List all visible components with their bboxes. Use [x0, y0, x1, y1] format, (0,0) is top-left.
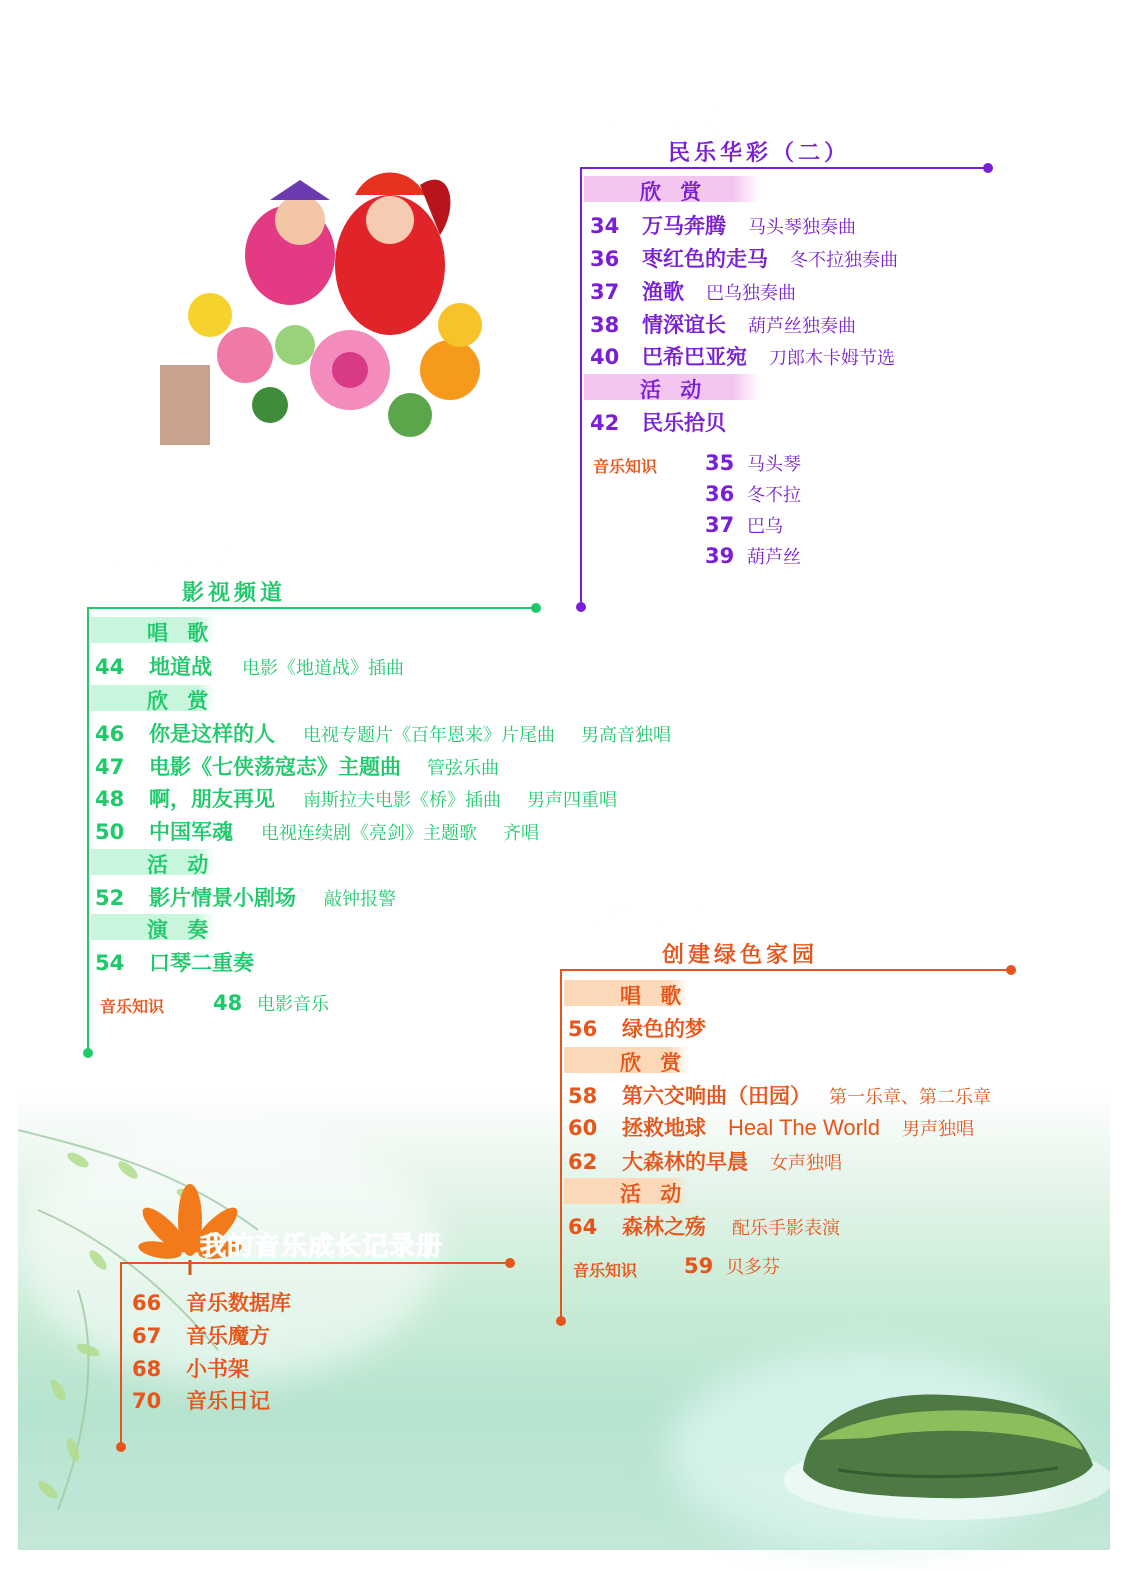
unit5-knowledge-label: 音乐知识	[100, 997, 165, 1016]
mossy-rock-illustration	[778, 1360, 1118, 1540]
unit5-section-label: 欣 赏	[91, 685, 215, 711]
unit6-vertical-line	[560, 969, 562, 1321]
unit5-section-label: 演 奏	[91, 914, 215, 940]
unit6-section-label: 唱 歌	[564, 980, 688, 1006]
unit5-divider-dot	[531, 603, 541, 613]
unit6-divider	[560, 969, 1011, 971]
toc-entry[interactable]: 40 巴希巴亚宛 刀郎木卡姆节选	[590, 345, 895, 369]
unit4-divider	[580, 167, 988, 169]
unit5-vertical-dot	[83, 1048, 93, 1058]
unit6-divider-dot	[1006, 965, 1016, 975]
toc-entry[interactable]: 44 地道战 电影《地道战》插曲	[95, 655, 404, 679]
toc-entry[interactable]: 36 枣红色的走马 冬不拉独奏曲	[590, 247, 898, 271]
toc-entry[interactable]: 48 啊，朋友再见 南斯拉夫电影《桥》插曲 男声四重唱	[95, 787, 617, 811]
unit4-section-label: 活 动	[584, 374, 760, 400]
unit4-section-label: 欣 赏	[584, 176, 760, 202]
unit4-divider-dot	[983, 163, 993, 173]
unit6-section-label: 欣 赏	[564, 1047, 688, 1073]
unit5-section-label: 唱 歌	[91, 617, 215, 643]
toc-entry[interactable]: 67 音乐魔方	[132, 1324, 270, 1348]
unit6-knowledge-label: 音乐知识	[573, 1261, 638, 1280]
unit6-vertical-dot	[556, 1316, 566, 1326]
toc-entry[interactable]: 70 音乐日记	[132, 1389, 270, 1413]
toc-entry[interactable]: 52 影片情景小剧场 敲钟报警	[95, 886, 396, 910]
knowledge-entry[interactable]: 59 贝多芬	[684, 1254, 780, 1278]
unit6-section-label: 活 动	[564, 1178, 688, 1204]
toc-entry[interactable]: 46 你是这样的人 电视专题片《百年恩来》片尾曲 男高音独唱	[95, 722, 671, 746]
toc-entry[interactable]: 68 小书架	[132, 1357, 249, 1381]
record-divider	[120, 1262, 510, 1264]
knowledge-entry[interactable]: 36 冬不拉	[705, 482, 801, 506]
unit6-title: 第六单元	[562, 898, 706, 938]
unit5-title: 第五单元	[88, 536, 232, 576]
toc-entry[interactable]: 47 电影《七侠荡寇志》主题曲 管弦乐曲	[95, 755, 499, 779]
unit5-vertical-line	[87, 607, 89, 1053]
knowledge-entry[interactable]: 39 葫芦丝	[705, 544, 801, 568]
unit4-subtitle: 民乐华彩（二）	[668, 141, 851, 166]
toc-entry[interactable]: 62 大森林的早晨 女声独唱	[568, 1150, 842, 1174]
toc-entry[interactable]: 60 拯救地球 Heal The World 男声独唱	[568, 1115, 975, 1140]
record-divider-dot	[505, 1258, 515, 1268]
knowledge-entry[interactable]: 35 马头琴	[705, 451, 801, 475]
opera-performers-illustration	[150, 165, 510, 455]
toc-entry[interactable]: 50 中国军魂 电视连续剧《亮剑》主题歌 齐唱	[95, 820, 539, 844]
toc-entry[interactable]: 34 万马奔腾 马头琴独奏曲	[590, 214, 856, 238]
toc-entry[interactable]: 56 绿色的梦	[568, 1017, 706, 1041]
toc-entry[interactable]: 42 民乐拾贝	[590, 411, 726, 435]
unit4-knowledge-label: 音乐知识	[593, 457, 658, 476]
toc-entry[interactable]: 37 渔歌 巴乌独奏曲	[590, 280, 796, 304]
unit4-vertical-dot	[576, 602, 586, 612]
unit5-section-label: 活 动	[91, 849, 215, 875]
unit5-subtitle: 影视频道	[182, 581, 287, 606]
record-vertical-line	[120, 1262, 122, 1447]
unit6-subtitle: 创建绿色家园	[662, 943, 819, 968]
knowledge-entry[interactable]: 37 巴乌	[705, 513, 783, 537]
toc-entry[interactable]: 38 情深谊长 葫芦丝独奏曲	[590, 313, 856, 337]
knowledge-entry[interactable]: 48 电影音乐	[213, 991, 329, 1015]
unit4-vertical-line	[580, 167, 582, 607]
unit5-divider	[87, 607, 535, 609]
record-vertical-dot	[116, 1442, 126, 1452]
record-book-title: 我的音乐成长记录册	[200, 1232, 444, 1262]
toc-entry[interactable]: 58 第六交响曲（田园） 第一乐章、第二乐章	[568, 1084, 991, 1108]
toc-entry[interactable]: 66 音乐数据库	[132, 1291, 291, 1315]
toc-entry[interactable]: 54 口琴二重奏	[95, 951, 254, 975]
toc-entry[interactable]: 64 森林之殇 配乐手影表演	[568, 1215, 840, 1239]
unit4-title: 第四单元	[578, 96, 722, 136]
